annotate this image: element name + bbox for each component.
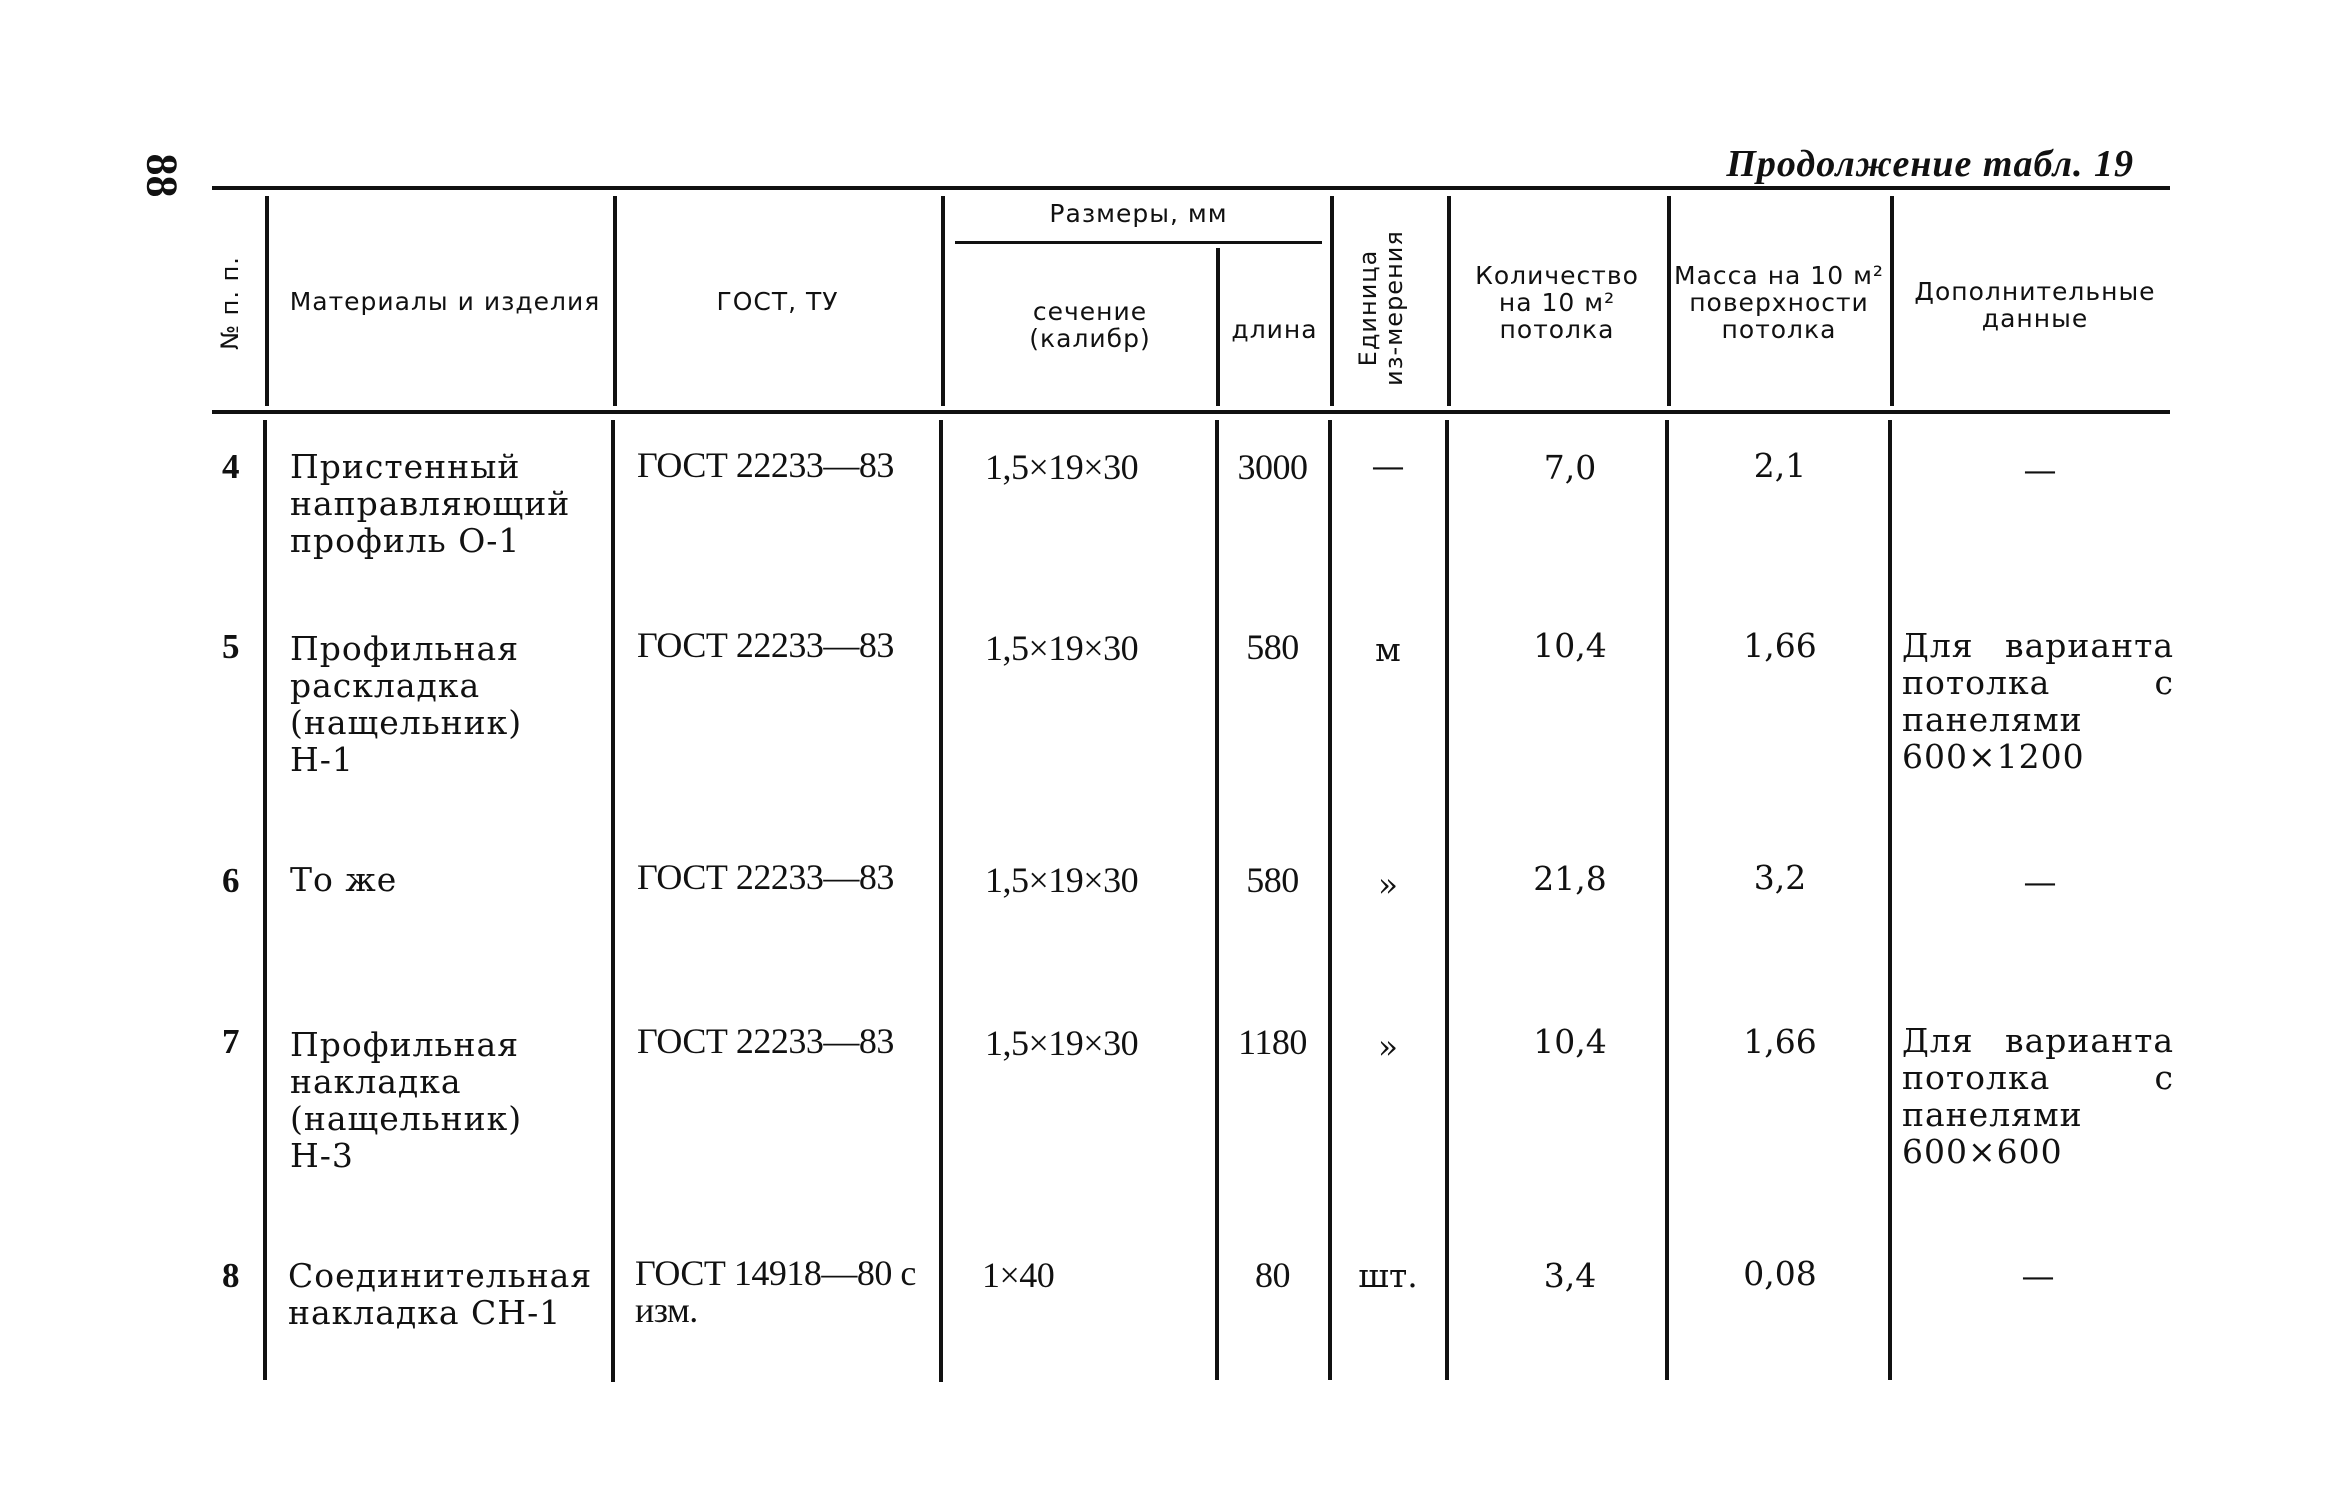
body-divider-2 (611, 420, 615, 1382)
body-divider-8 (1888, 420, 1892, 1380)
row-7-extra: Для варианта потолка с панелями 600×600 (1902, 1021, 2174, 1171)
row-7-mass: 1,66 (1743, 1022, 1817, 1061)
row-7-gost: ГОСТ 22233—83 (637, 1021, 894, 1061)
row-4-quantity: 7,0 (1543, 448, 1597, 487)
row-8-extra: — (2021, 1256, 2055, 1295)
row-8-section: 1×40 (982, 1255, 1055, 1295)
row-5-unit: м (1375, 630, 1401, 669)
page-number: 88 (137, 153, 187, 198)
row-7-section: 1,5×19×30 (985, 1023, 1139, 1063)
header-quantity: Количество на 10 м² потолка (1475, 261, 1639, 344)
row-4-unit: — (1371, 446, 1405, 485)
col-divider-7 (1667, 196, 1671, 406)
row-6-material: То же (290, 860, 398, 899)
header-unit: Единица из-мерения (1354, 230, 1408, 386)
row-6-mass: 3,2 (1753, 858, 1807, 897)
body-divider-3 (939, 420, 943, 1382)
row-4-section: 1,5×19×30 (985, 447, 1139, 487)
body-divider-7 (1665, 420, 1669, 1380)
header-bottom-rule (212, 410, 2170, 414)
body-divider-5 (1328, 420, 1332, 1380)
row-7-material: Профильная накладка (нащельник) Н-3 (290, 1025, 523, 1175)
row-8-mass: 0,08 (1743, 1254, 1817, 1293)
dimensions-rule (955, 241, 1322, 244)
header-length: длина (1231, 315, 1318, 344)
row-6-quantity: 21,8 (1533, 859, 1607, 898)
col-divider-6 (1447, 196, 1451, 406)
header-extra: Дополнительные данные (1914, 277, 2156, 333)
row-6-unit: » (1377, 865, 1399, 904)
header-dimensions: Размеры, мм (1049, 199, 1228, 228)
body-divider-4 (1215, 420, 1219, 1380)
row-8-length: 80 (1255, 1255, 1290, 1295)
header-mass: Масса на 10 м² поверхности потолка (1674, 261, 1884, 344)
header-section: сечение (калибр) (1029, 297, 1151, 353)
row-7-quantity: 10,4 (1533, 1022, 1607, 1061)
col-divider-2 (613, 196, 617, 406)
col-divider-8 (1890, 196, 1894, 406)
body-divider-1 (263, 420, 267, 1380)
row-8-gost: ГОСТ 14918—80 с изм. (635, 1253, 916, 1330)
header-material: Материалы и изделия (289, 287, 601, 316)
header-no: № п. п. (216, 256, 244, 350)
col-divider-3 (941, 196, 945, 406)
row-5-mass: 1,66 (1743, 626, 1817, 665)
row-5-quantity: 10,4 (1533, 626, 1607, 665)
row-8-material: Соединительная накладка СН-1 (288, 1256, 593, 1332)
row-8-unit: шт. (1358, 1256, 1418, 1295)
row-5-section: 1,5×19×30 (985, 628, 1139, 668)
row-6-section: 1,5×19×30 (985, 860, 1139, 900)
row-4-material: Пристенный направляющий профиль О-1 (290, 447, 571, 560)
row-6-gost: ГОСТ 22233—83 (637, 857, 894, 897)
row-5-no: 5 (222, 627, 240, 666)
row-4-gost: ГОСТ 22233—83 (637, 445, 894, 485)
row-7-unit: » (1377, 1027, 1399, 1066)
col-divider-5 (1330, 196, 1334, 406)
col-divider-1 (265, 196, 269, 406)
row-6-length: 580 (1246, 860, 1299, 900)
row-8-quantity: 3,4 (1543, 1256, 1597, 1295)
table-caption: Продолжение табл. 19 (1726, 143, 2134, 185)
row-4-no: 4 (222, 447, 240, 486)
row-5-material: Профильная раскладка (нащельник) Н-1 (290, 629, 523, 779)
row-4-mass: 2,1 (1753, 446, 1807, 485)
row-4-length: 3000 (1237, 447, 1308, 487)
row-5-extra: Для варианта потолка с панелями 600×1200 (1902, 626, 2174, 776)
header-gost: ГОСТ, ТУ (716, 287, 839, 316)
top-rule (212, 186, 2170, 190)
row-7-length: 1180 (1238, 1022, 1307, 1062)
row-5-gost: ГОСТ 22233—83 (637, 625, 894, 665)
row-4-extra: — (2023, 450, 2057, 489)
row-6-extra: — (2023, 862, 2057, 901)
row-8-no: 8 (222, 1256, 240, 1295)
row-5-length: 580 (1246, 627, 1299, 667)
row-6-no: 6 (222, 861, 240, 900)
col-divider-4 (1216, 248, 1220, 406)
row-7-no: 7 (222, 1022, 240, 1061)
body-divider-6 (1445, 420, 1449, 1380)
